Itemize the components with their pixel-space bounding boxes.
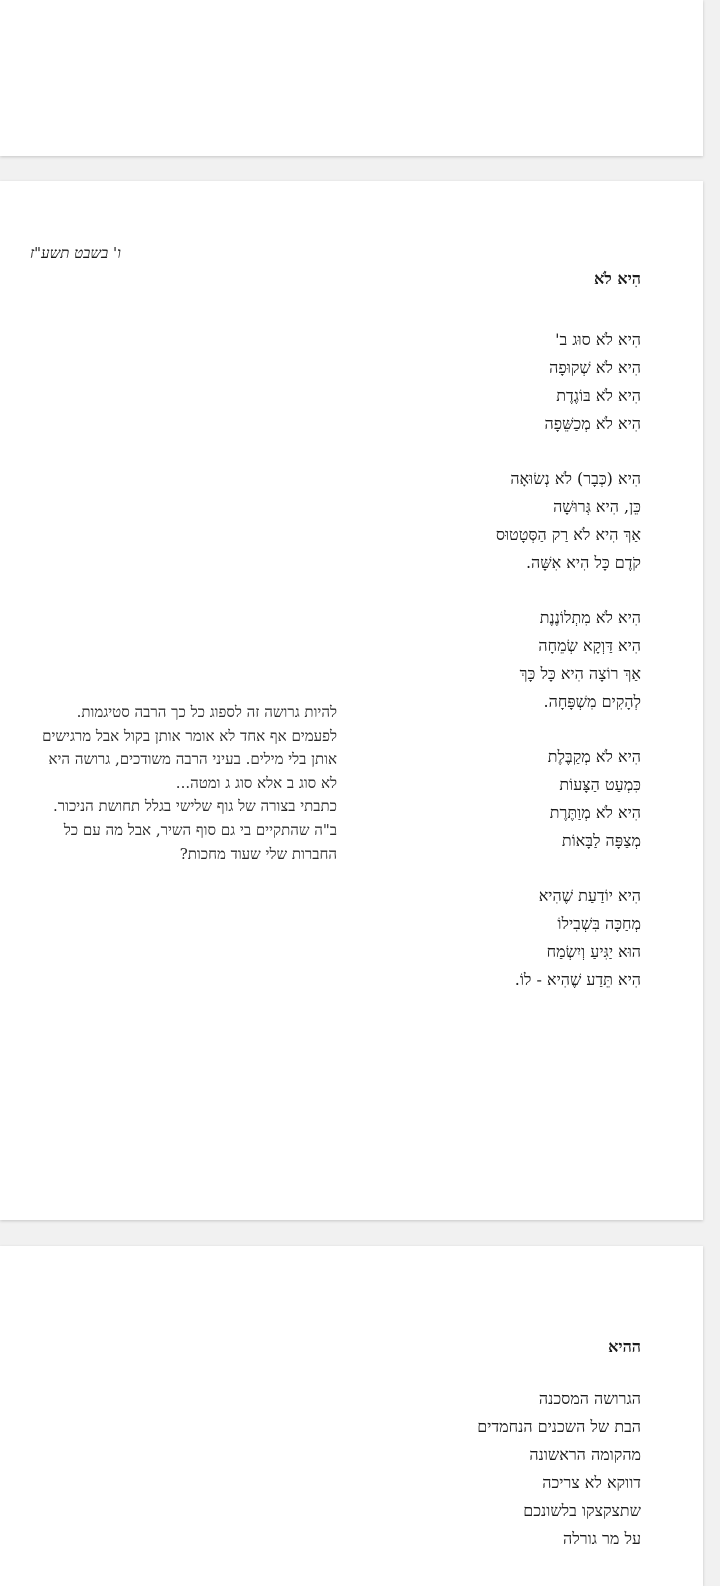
poem-line: הבת של השכנים הנחמדים <box>477 1417 641 1436</box>
poem-stanza <box>496 882 641 994</box>
poem-line: הִיא לֹא מְכַשֵּׁפָה <box>544 414 641 433</box>
poem-line: הִיא לֹא מְוַתֶּרֶת <box>549 803 641 822</box>
poem-line: הגרושה המסכנה <box>538 1389 641 1408</box>
poem-line: הִיא לֹא מִתְלוֹנֶנֶת <box>539 608 641 627</box>
poem-line: הִיא דַּוְקָא שְׂמֵחָה <box>538 636 641 655</box>
poem-line: אַךְ רוֹצָה הִיא כָּל כָּךְ <box>519 664 641 683</box>
poem-stanza <box>496 465 641 577</box>
poem-line: דווקא לא צריכה <box>542 1473 641 1492</box>
poem-line: הִיא לֹא מְקַבֶּלֶת <box>547 747 641 766</box>
poem-line: לְהָקִים מִשְׁפָּחָה. <box>543 692 641 711</box>
poem-line: הִיא לֹא סוּג ב' <box>555 330 641 349</box>
poem-line: הִיא לֹא שְׁקוּפָה <box>549 358 641 377</box>
poem-line: הִיא לֹא בּוֹגֶדֶת <box>556 386 641 405</box>
post-date: ו' בשבט תשע"ז <box>30 244 121 262</box>
poem-line: מְצַפָּה לַבָּאוֹת <box>561 831 641 850</box>
poem-stanza <box>496 326 641 438</box>
author-note <box>32 701 337 866</box>
poem-title: ההיא <box>608 1337 641 1356</box>
note-paragraph: ב"ה שהתקיים בי גם סוף השיר, אבל מה עם כל החברות שלי שעוד מחכות? <box>63 820 337 863</box>
poem-stanza <box>496 604 641 716</box>
poem <box>477 1337 641 1553</box>
poem-line: אַךְ הִיא לֹא רַק הַסְּטָטוּס <box>495 525 641 544</box>
previous-post-card <box>0 0 703 156</box>
poem-line: על מר גורלה <box>563 1529 641 1548</box>
poem-line: כֵּן, הִיא גְּרוּשָׁה <box>553 497 641 516</box>
poem-line: קֹדֶם כָּל הִיא אִשָּׁה. <box>525 553 641 572</box>
poem-line: כִּמְעַט הַצָּעוֹת <box>559 775 641 794</box>
poem-line: הִיא תֵּדַע שֶׁהִיא - לוֹ. <box>514 970 641 989</box>
poem-line: הִיא יוֹדַעַת שֶׁהִיא <box>538 886 641 905</box>
poem-line: מְחַכָּה בִּשְׁבִילוֹ <box>557 914 641 933</box>
poem-stanza <box>496 743 641 855</box>
note-paragraph: להיות גרושה זה לספוג כל כך הרבה סטיגמות. לפעמים אף אחד לא אומר אותן בקול אבל מרגישים אותן בלי מילים. בעיני הרבה משודכים, גרושה היא לא סוג ב אלא סוג ג ומטה... <box>42 703 337 792</box>
poem-line: הִיא (כְּבָר) לֹא נְשׂוּאָה <box>510 469 641 488</box>
poem <box>496 269 641 1021</box>
note-paragraph: כתבתי בצורה של גוף שלישי בגלל תחושת הניכור. <box>53 797 337 816</box>
poem-line: הוּא יַגִּיעַ וְיִשְׂמַח <box>546 942 641 961</box>
next-post-card <box>0 1246 703 1586</box>
poem-line: שתצקצקו בלשונכם <box>523 1501 641 1520</box>
post-card <box>0 181 703 1220</box>
poem-title: הִיא לֹא <box>594 269 641 288</box>
poem-line: מהקומה הראשונה <box>529 1445 641 1464</box>
